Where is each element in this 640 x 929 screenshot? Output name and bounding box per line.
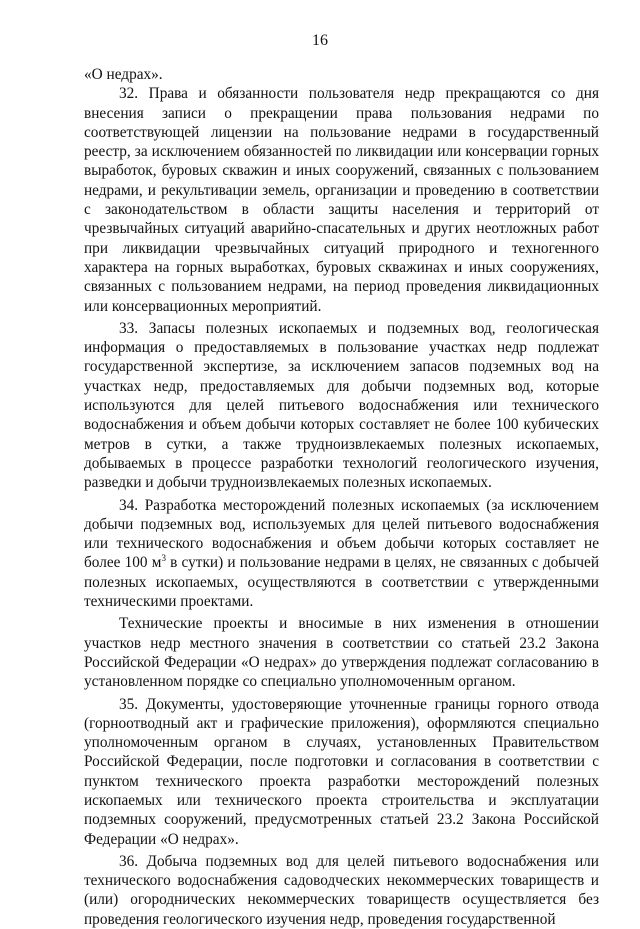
paragraph-technical-projects: Технические проекты и вносимые в них изменения в отношении участков недр местного значения в соответствии со статьей 23.2 Закона Российской Федерации «О недрах» до утверждения подлежат согласованию в установленном порядке со специально уполномоченным органом. bbox=[84, 615, 599, 691]
paragraph-32: 32. Права и обязанности пользователя недр прекращаются со дня внесения записи о прекращении права пользования недрами по соответствующей лицензии на пользование недрами в государственный реестр, за исключением обязанностей по ликвидации или консервации горных выработок, буровых скважин и иных сооружений, связанных с пользованием недрами, и рекультивации земель, организации и проведению в соответствии с законодательством в области защиты населения и территорий от чрезвычайных ситуаций аварийно-спасательных и других неотложных работ при ликвидации чрезвычайных ситуаций природного и техногенного характера на горных выработках, буровых скважинах и иных сооружениях, связанных с пользованием недрами, на период проведения ликвидационных или консервационных мероприятий. bbox=[84, 85, 599, 315]
document-body bbox=[84, 65, 599, 929]
paragraph-33: 33. Запасы полезных ископаемых и подземных вод, геологическая информация о предоставляемых в пользование участках недр подлежат государственной экспертизе, за исключением запасов подземных вод на участках недр, предоставляемых для добычи подземных вод, которые используются для целей питьевого водоснабжения или технического водоснабжения и объем добычи которых составляет не более 100 кубических метров в сутки, а также трудноизвлекаемых полезных ископаемых, добываемых в процессе разработки технологий геологического изучения, разведки и добычи трудноизвлекаемых полезных ископаемых. bbox=[84, 319, 599, 492]
page-number: 16 bbox=[312, 32, 328, 49]
paragraph-35: 35. Документы, удостоверяющие уточненные границы горного отвода (горноотводный акт и графические приложения), оформляются специально уполномоченным органом в случаях, установленных Правительством Российской Федерации, после подготовки и согласования в соответствии с пунктом технического проекта разработки месторождений полезных ископаемых или технического проекта строительства и эксплуатации подземных сооружений, предусмотренных статьей 23.2 Закона Российской Федерации «О недрах». bbox=[84, 695, 599, 848]
paragraph-34-text-end: в сутки) и пользование недрами в целях, не связанных с добычей полезных ископаемых, осуществляются в соответствии с утвержденными техническими проектами. bbox=[84, 554, 600, 611]
paragraph-34-text-start: 34. Разработка месторождений полезных ископаемых (за исключением добычи подземных вод, используемых для целей питьевого водоснабжения или технического водоснабжения и объем добычи которых составляет не более 100 м bbox=[84, 496, 599, 572]
paragraph-34 bbox=[84, 496, 599, 612]
paragraph-continuation: «О недрах». bbox=[84, 66, 163, 83]
superscript-3: 3 bbox=[161, 553, 166, 564]
paragraph-36: 36. Добыча подземных вод для целей питьевого водоснабжения или технического водоснабжения садоводческих некоммерческих товариществ и (или) огороднических некоммерческих товариществ осуществляется без проведения геологического изучения недр, проведения государственной bbox=[84, 852, 599, 928]
